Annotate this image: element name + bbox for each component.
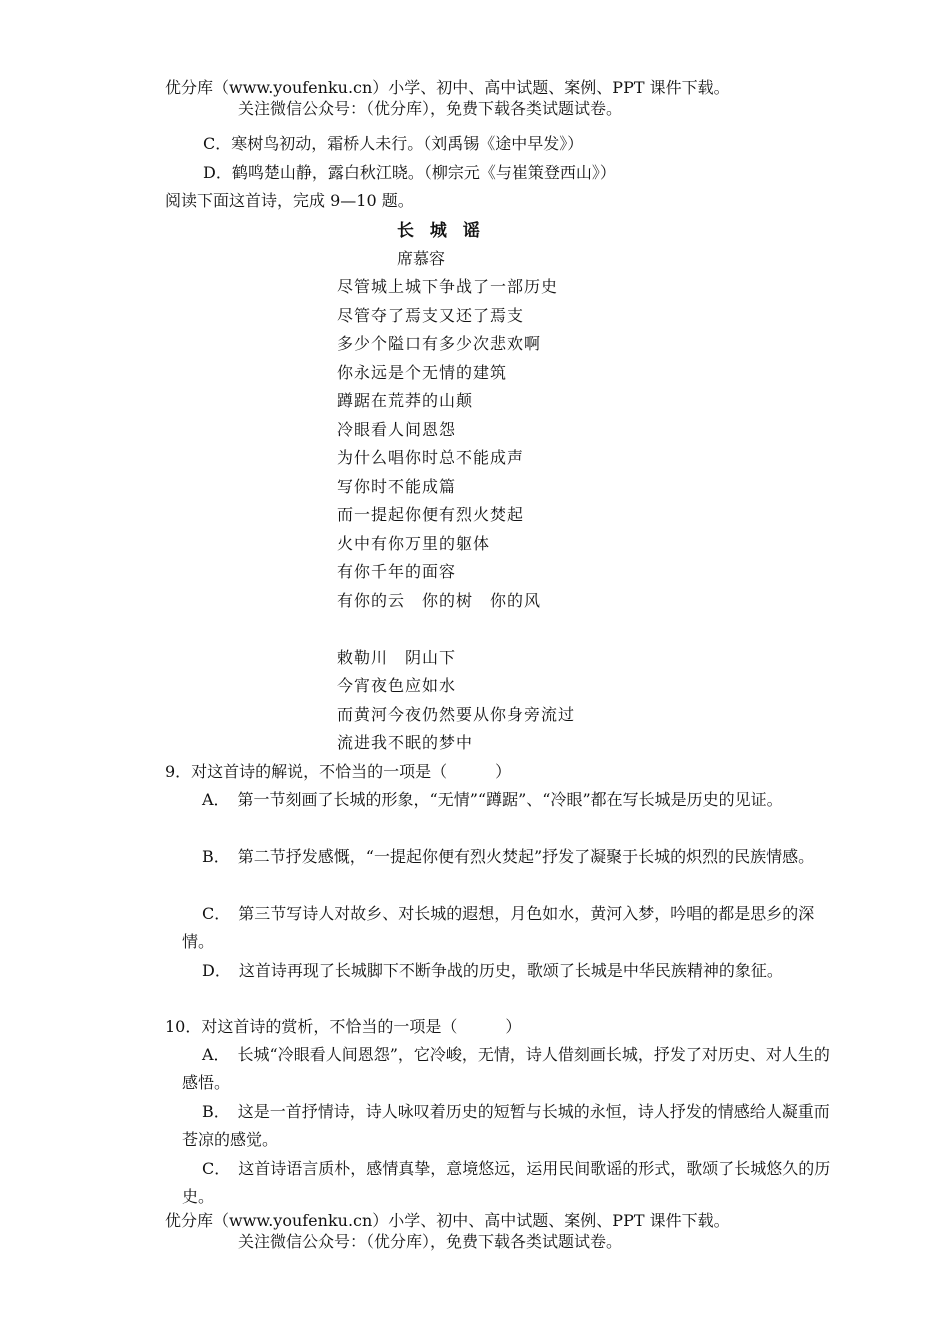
poem-line: 而一提起你便有烈火焚起 (337, 505, 525, 524)
q9-option-a: A． 第一节刻画了长城的形象，“无情”“蹲踞”、“冷眼”都在写长城是历史的见证。 (202, 790, 783, 809)
poem-line: 写你时不能成篇 (337, 477, 457, 496)
poem-line: 尽管夺了焉支又还了焉支 (337, 306, 525, 325)
q9-option-d: D． 这首诗再现了长城脚下不断争战的历史，歌颂了长城是中华民族精神的象征。 (202, 961, 783, 980)
header-line-1: 优分库（www.youfenku.cn）小学、初中、高中试题、案例、PPT 课件下载。 (165, 78, 730, 97)
q9-option-b: B． 第二节抒发感慨，“一提起你便有烈火焚起”抒发了凝聚于长城的炽烈的民族情感。 (202, 847, 815, 866)
prev-option-c: C．寒树鸟初动，霜桥人未行。（刘禹锡《途中早发》） (203, 134, 584, 153)
poem-author: 席慕容 (397, 249, 446, 268)
poem-line: 多少个隘口有多少次悲欢啊 (337, 334, 542, 353)
poem-line: 有你千年的面容 (337, 562, 457, 581)
poem-line: 有你的云 你的树 你的风 (337, 591, 542, 610)
q9-stem: 9．对这首诗的解说，不恰当的一项是（ ） (165, 762, 512, 781)
poem-line: 而黄河今夜仍然要从你身旁流过 (337, 705, 576, 724)
poem-line: 为什么唱你时总不能成声 (337, 448, 525, 467)
poem-line: 尽管城上城下争战了一部历史 (337, 277, 559, 296)
q9-option-c: C． 第三节写诗人对故乡、对长城的遐想，月色如水，黄河入梦，吟唱的都是思乡的深情。 (182, 904, 815, 951)
poem-line: 蹲踞在荒莽的山颠 (337, 391, 474, 410)
reading-instruction: 阅读下面这首诗，完成 9—10 题。 (165, 191, 414, 210)
header-line-2: 关注微信公众号：（优分库），免费下载各类试题试卷。 (238, 99, 623, 118)
q10-option-a: A． 长城“冷眼看人间恩怨”，它冷峻，无情，诗人借刻画长城，抒发了对历史、对人生的感悟。 (182, 1045, 830, 1092)
q10-stem: 10．对这首诗的赏析，不恰当的一项是（ ） (165, 1017, 522, 1036)
footer-line-1: 优分库（www.youfenku.cn）小学、初中、高中试题、案例、PPT 课件下载。 (165, 1211, 730, 1230)
poem-line: 敕勒川 阴山下 (337, 648, 457, 667)
poem-line: 今宵夜色应如水 (337, 676, 457, 695)
q10-option-c: C． 这首诗语言质朴，感情真挚，意境悠远，运用民间歌谣的形式，歌颂了长城悠久的历史。 (182, 1159, 831, 1206)
q10-option-b: B． 这是一首抒情诗，诗人咏叹着历史的短暂与长城的永恒，诗人抒发的情感给人凝重而苍凉的感觉。 (182, 1102, 830, 1149)
poem-line: 冷眼看人间恩怨 (337, 420, 457, 439)
footer-line-2: 关注微信公众号：（优分库），免费下载各类试题试卷。 (238, 1232, 623, 1251)
poem-title: 长 城 谣 (397, 221, 485, 241)
poem-line: 流进我不眠的梦中 (337, 733, 474, 752)
poem-line: 你永远是个无情的建筑 (337, 363, 508, 382)
poem-line: 火中有你万里的躯体 (337, 534, 491, 553)
prev-option-d: D．鹤鸣楚山静，露白秋江晓。（柳宗元《与崔策登西山》） (203, 163, 616, 182)
